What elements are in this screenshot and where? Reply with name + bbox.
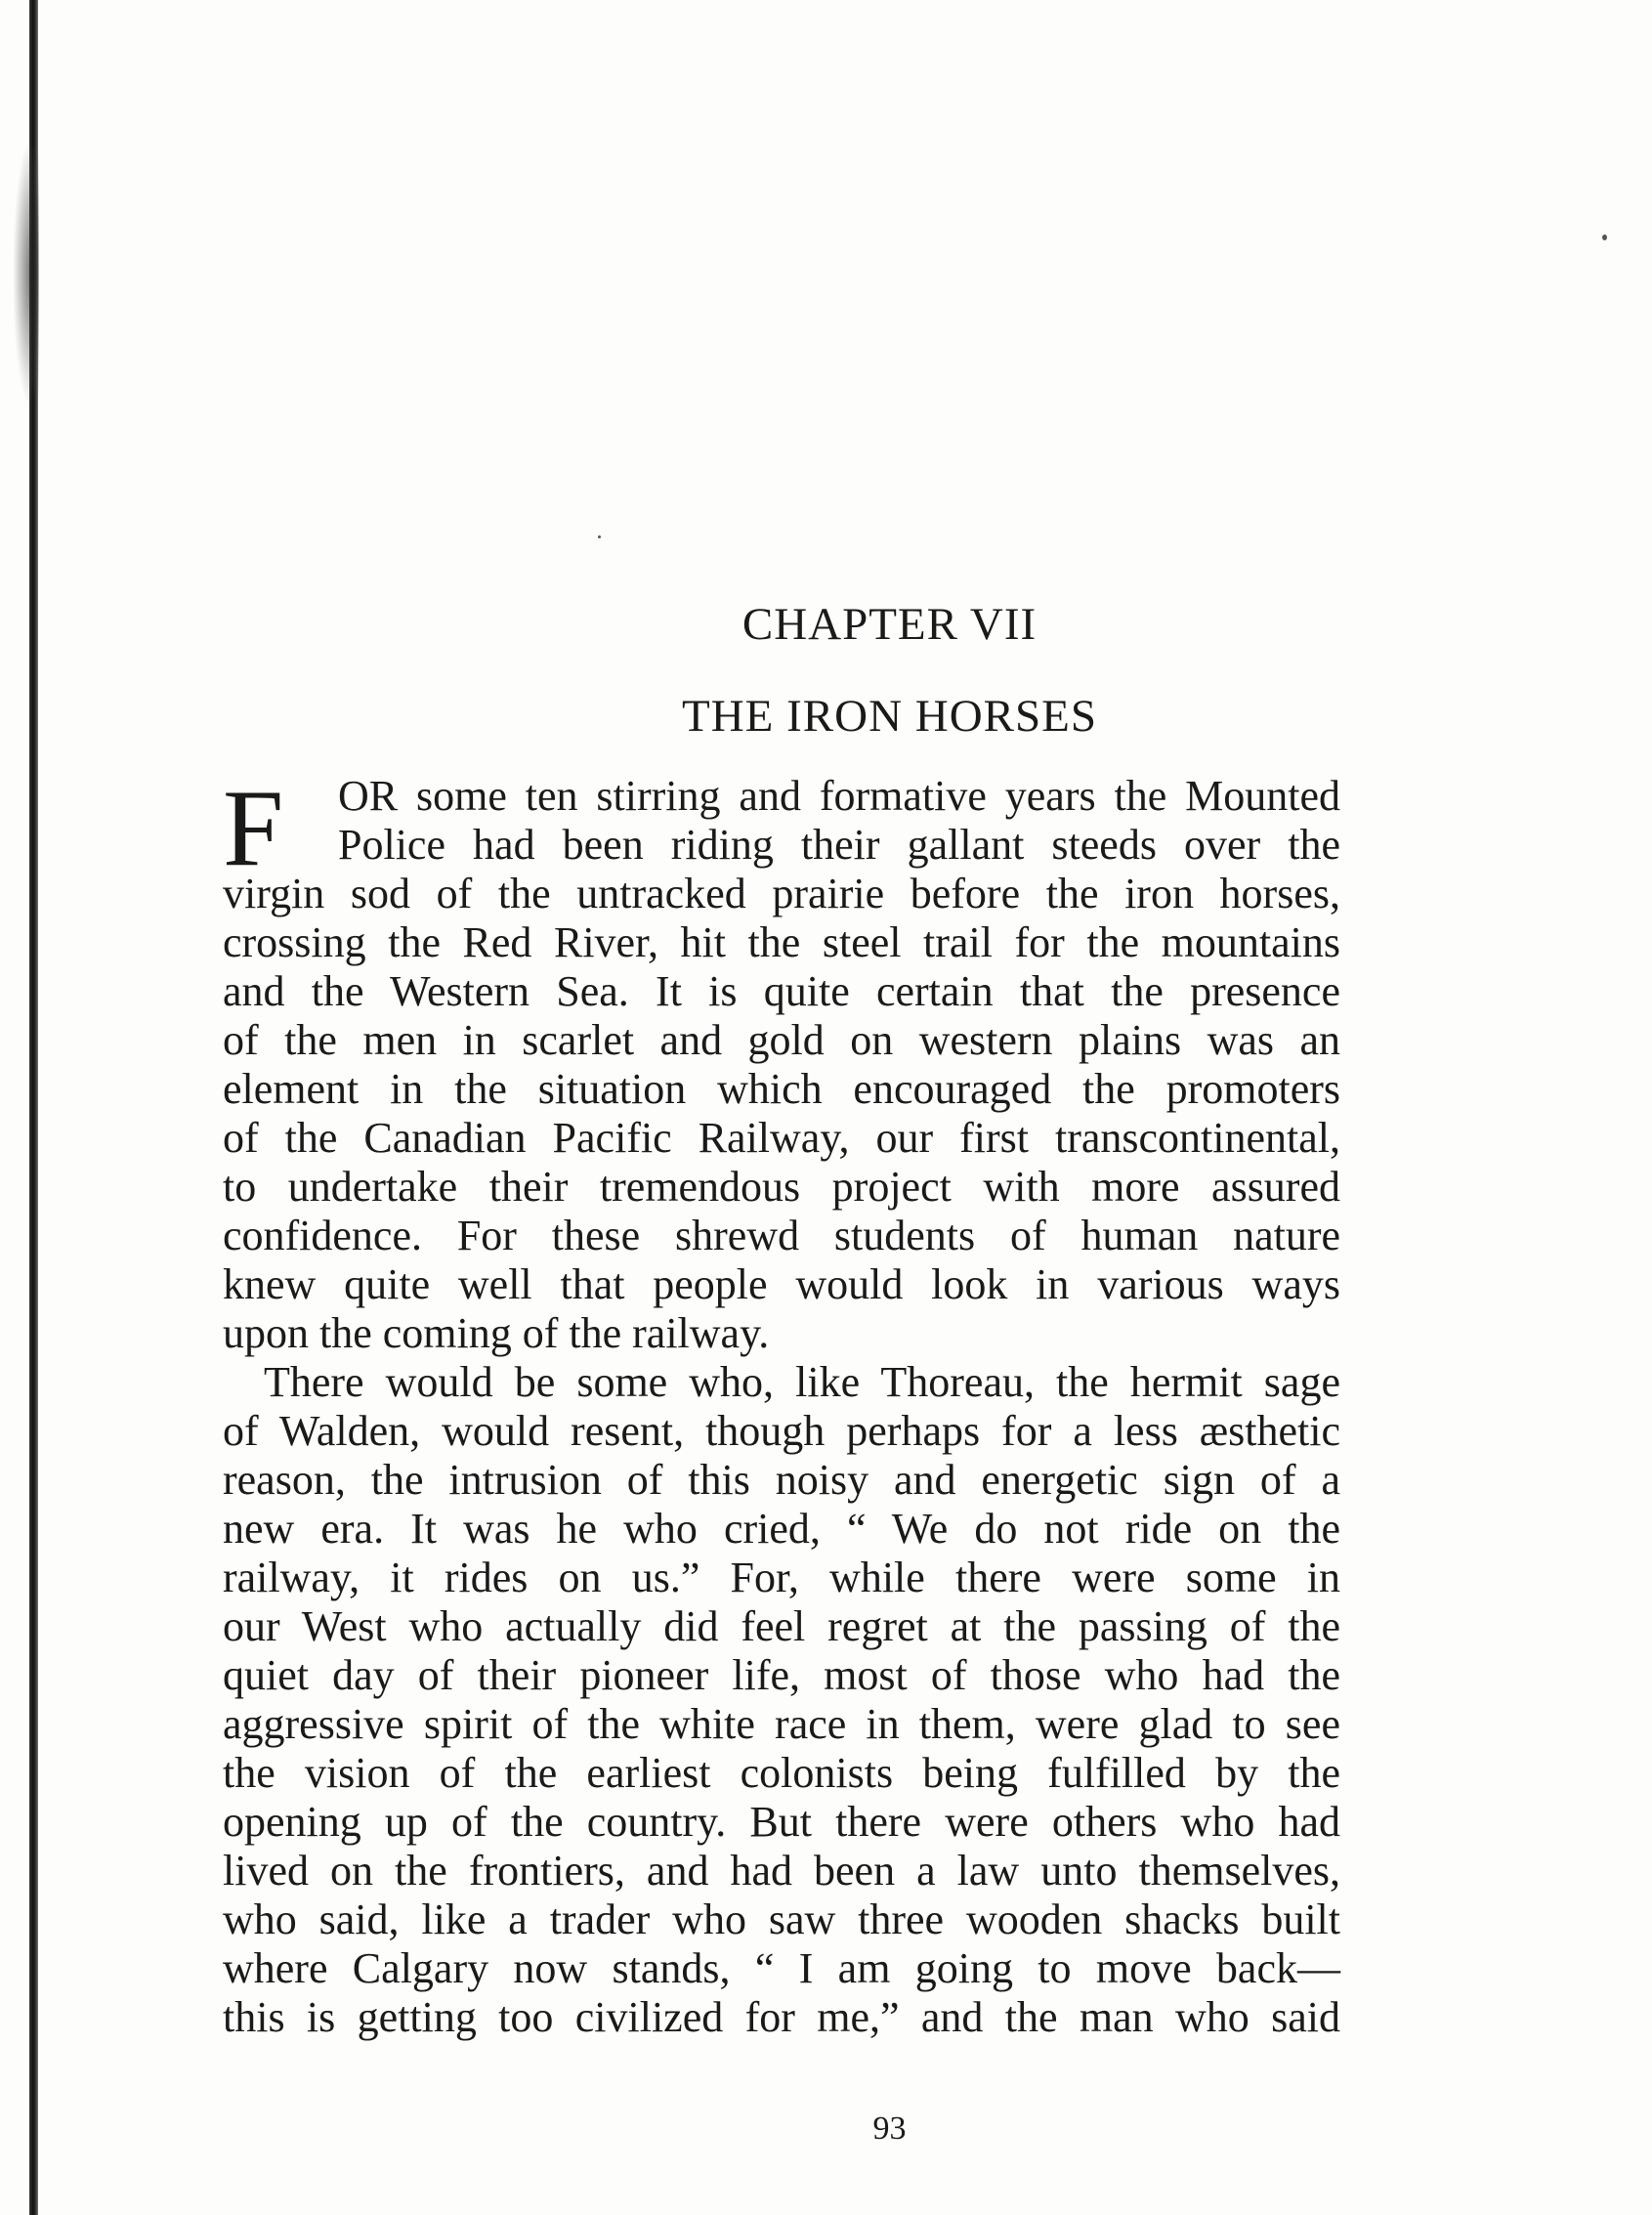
text-line: opening up of the country. But there were others who had xyxy=(223,1798,1340,1846)
scan-speck xyxy=(598,535,601,538)
scan-smudge xyxy=(14,147,39,401)
text-line: reason, the intrusion of this noisy and energetic sign of a xyxy=(223,1456,1340,1504)
text-line: new era. It was he who cried, “ We do not ride on the xyxy=(223,1505,1340,1553)
text-line: where Calgary now stands, “ I am going to move back— xyxy=(223,1944,1340,1992)
text-line: of the Canadian Pacific Railway, our first transcontinental, xyxy=(223,1114,1340,1162)
body-text xyxy=(223,768,1340,2042)
text-line: virgin sod of the untracked prairie before the iron horses, xyxy=(223,870,1340,917)
text-line: who said, like a trader who saw three wooden shacks built xyxy=(223,1896,1340,1943)
text-line: upon the coming of the railway. xyxy=(223,1309,770,1357)
text-line: There would be some who, like Thoreau, the hermit sage xyxy=(264,1358,1340,1406)
text-line: lived on the frontiers, and had been a law unto themselves, xyxy=(223,1847,1340,1895)
scan-speck xyxy=(1602,234,1607,240)
chapter-title: THE IRON HORSES xyxy=(682,691,1097,742)
text-line: our West who actually did feel regret at the passing of the xyxy=(223,1602,1340,1650)
chapter-number: CHAPTER VII xyxy=(741,599,1038,650)
drop-cap: F xyxy=(223,768,284,889)
text-line: railway, it rides on us.” For, while there were some in xyxy=(223,1554,1340,1601)
text-line: quiet day of their pioneer life, most of those who had the xyxy=(223,1651,1340,1699)
text-line: knew quite well that people would look in various ways xyxy=(223,1260,1340,1308)
text-line: aggressive spirit of the white race in them, were glad to see xyxy=(223,1700,1340,1748)
page-number: 93 xyxy=(872,2110,907,2147)
text-line: of Walden, would resent, though perhaps for a less æsthetic xyxy=(223,1407,1340,1455)
text-line: to undertake their tremendous project with more assured xyxy=(223,1163,1340,1211)
text-line: crossing the Red River, hit the steel trail for the mountains xyxy=(223,918,1340,966)
text-line: of the men in scarlet and gold on western plains was an xyxy=(223,1016,1340,1064)
text-line: OR some ten stirring and formative years the Mounted xyxy=(338,772,1340,820)
text-line: Police had been riding their gallant steeds over the xyxy=(338,821,1340,869)
text-line: the vision of the earliest colonists being fulfilled by the xyxy=(223,1749,1340,1797)
text-line: element in the situation which encouraged the promoters xyxy=(223,1065,1340,1113)
text-line: and the Western Sea. It is quite certain that the presence xyxy=(223,967,1340,1015)
text-line: confidence. For these shrewd students of human nature xyxy=(223,1212,1340,1259)
text-line: this is getting too civilized for me,” and the man who said xyxy=(223,1993,1340,2041)
